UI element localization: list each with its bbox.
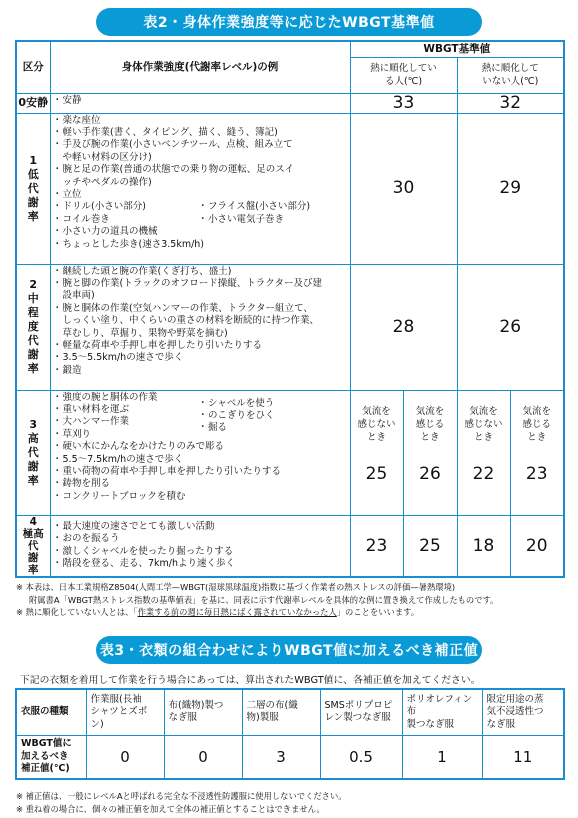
value-moderate-acclimatized: 28 — [350, 264, 457, 390]
examples-moderate: ・ 継続した頭と腕の作業(くぎ打ち、盛土) ・ 腕と脚の作業(トラックのオフロード操縦、トラクター及び建 設車両) ・ 腕と胴体の作業(空気ハンマーの作業、トラクター組立て、 しっくい塗り、中くらいの重さの材料を断続的に持つ作業、 草むしり、草掘り、果物や野菜を摘む) ・ 軽量な荷車や手押し車を押したり引いたりする ・ 3.5〜5.5km/hの速さで歩く ・ 鍛造 — [50, 264, 350, 390]
examples-very-high: ・ 最大速度の速さでとても激しい活動 ・ おのを振るう ・ 激しくシャベルを使ったり掘ったりする ・ 階段を登る、走る、7km/hより速く歩く — [50, 515, 350, 577]
clothes-woven-coverall: 布(織物)製つ なぎ服 — [164, 689, 242, 735]
category-very-high: 4 極高 代 謝 率 — [16, 515, 50, 577]
value-low-acclimatized: 30 — [350, 113, 457, 264]
category-rest: 0安静 — [16, 93, 50, 113]
header-acclimatized: 熱に順化してい る人(℃) — [350, 57, 457, 93]
clothes-vapor-impermeable: 限定用途の蒸 気不浸透性つ なぎ服 — [482, 689, 564, 735]
correction-0: 0 — [86, 735, 164, 779]
clothes-work: 作業服(長袖 シャツとズボン) — [86, 689, 164, 735]
value-veryhigh-4: 20 — [510, 515, 564, 577]
table3-notes: ※ 補正値は、一般にレベルAと呼ばれる完全な不浸透性防護服に使用しないでください。 ※ 重ね着の場合に、個々の補正値を加えて全体の補正値とすることはできません。 — [16, 791, 347, 814]
table2-notes: ※ 本表は、日本工業規格Z8504(人間工学—WBGT(湿球黒球温度)指数に基づく作業者の熱ストレスの評価—暑熱環境) 附属書A「WBGT熱ストレス指数の基準値表」を基に、同表に示す代謝率レベルを具体的な例に置き換えて作成したものです。 ※ 熱に順化していない人とは、「作業する前の週に毎日熱にばく露されていなかった人」のことをいいます。 — [16, 582, 499, 617]
clothes-polyolefin: ポリオレフィン布 製つなぎ服 — [402, 689, 482, 735]
category-high: 3 高 代 謝 率 — [16, 390, 50, 515]
correction-1: 0 — [164, 735, 242, 779]
header-not-acclimatized: 熱に順化して いない人(℃) — [457, 57, 564, 93]
value-high-acc-noair: 25 — [365, 463, 388, 484]
value-low-not-acclimatized: 29 — [457, 113, 564, 264]
value-rest-acclimatized: 33 — [350, 93, 457, 113]
correction-3: 0.5 — [320, 735, 402, 779]
category-low: 1 低 代 謝 率 — [16, 113, 50, 264]
value-high-acc-air: 26 — [419, 463, 441, 484]
clothes-sms-polypropylene: SMSポリプロピ レン製つなぎ服 — [320, 689, 402, 735]
examples-low: ・ 楽な座位 ・ 軽い手作業(書く、タイピング、描く、縫う、簿記) ・ 手及び腕の作業(小さいベンチツール、点検、組み立て や軽い材料の区分け) ・ 腕と足の作業(普通の状態での乗り物の運転、足のスイ ッチやペダルの操作) ・ 立位 ・ ドリル(小さい部分) ・ コイル巻き ・ フライス盤(小さい部分) ・ 小さい電気子巻き ・ 小さい力の道具の機械 ・ ちょっとした歩き(速さ3.5km/h) — [50, 113, 350, 264]
value-high-not-noair: 22 — [472, 463, 495, 484]
category-moderate: 2 中 程 度 代 謝 率 — [16, 264, 50, 390]
airflow-none-not: 気流を 感じない とき 22 — [457, 390, 510, 515]
correction-2: 3 — [242, 735, 320, 779]
header-examples: 身体作業強度(代謝率レベル)の例 — [50, 41, 350, 93]
header-category: 区分 — [16, 41, 50, 93]
clothes-double-layer: 二層の布(織 物)製服 — [242, 689, 320, 735]
examples-high: ・ 強度の腕と胴体の作業 ・ 重い材料を運ぶ ・ 大ハンマー作業 ・ 草刈り ・ シャベルを使う ・ のこぎりをひく ・ 掘る ・ 硬い木にかんなをかけたりのみで彫る ・ 5.5〜7.5km/hの速さで歩く ・ 重い荷物の荷車や手押し車を押したり引いたりする ・ 鋳物を削る ・ コンクリートブロックを積む — [50, 390, 350, 515]
value-veryhigh-1: 23 — [350, 515, 403, 577]
label-correction-value: WBGT値に 加えるべき 補正値(℃) — [16, 735, 86, 779]
examples-rest: ・ 安静 — [50, 93, 350, 113]
clothing-correction-table — [15, 688, 565, 780]
airflow-yes-not: 気流を 感じる とき 23 — [510, 390, 564, 515]
correction-5: 11 — [482, 735, 564, 779]
value-moderate-not-acclimatized: 26 — [457, 264, 564, 390]
table3-title-banner: 表3・衣類の組合わせによりWBGT値に加えるべき補正値 — [96, 636, 482, 664]
label-clothing-type: 衣服の種類 — [16, 689, 86, 735]
value-high-not-air: 23 — [525, 463, 548, 484]
value-veryhigh-2: 25 — [403, 515, 457, 577]
value-veryhigh-3: 18 — [457, 515, 510, 577]
airflow-none-acc: 気流を 感じない とき 25 — [350, 390, 403, 515]
table3-intro: 下記の衣類を着用して作業を行う場合にあっては、算出されたWBGT値に、各補正値を加えてください。 — [20, 675, 481, 686]
wbgt-reference-table — [15, 40, 565, 578]
header-wbgt: WBGT基準値 — [350, 41, 564, 57]
airflow-yes-acc: 気流を 感じる とき 26 — [403, 390, 457, 515]
value-rest-not-acclimatized: 32 — [457, 93, 564, 113]
correction-4: 1 — [402, 735, 482, 779]
table2-title-banner: 表2・身体作業強度等に応じたWBGT基準値 — [96, 8, 482, 36]
